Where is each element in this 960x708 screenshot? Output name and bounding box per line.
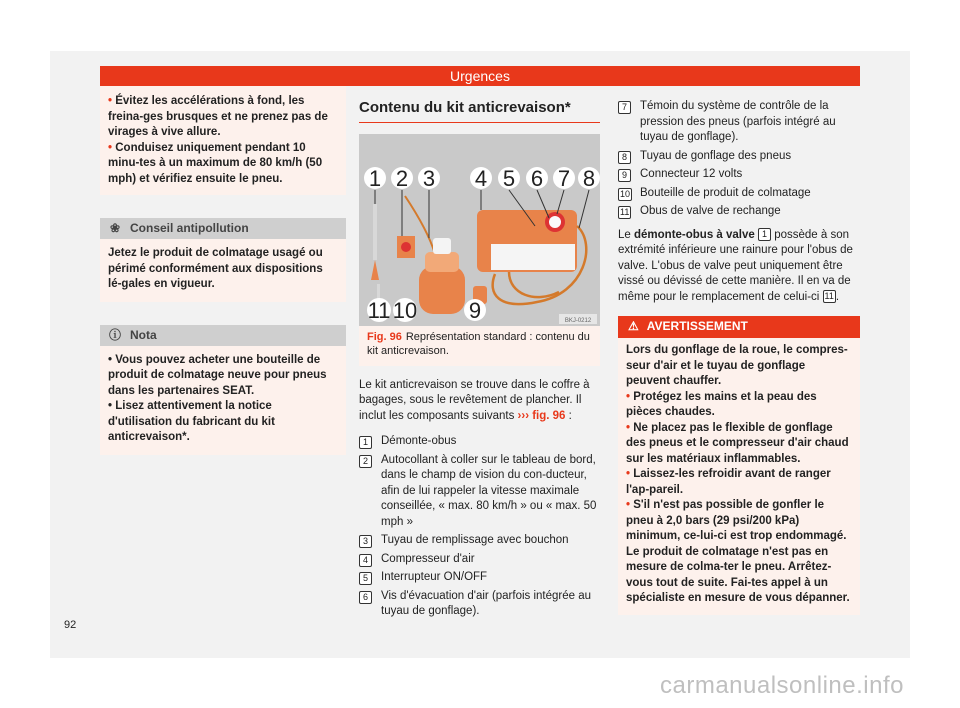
warning-body: Lors du gonflage de la roue, le compres-seur d'air et le tuyau de gonflage peuvent chauffer. • Protégez les mains et la peau des pièces chaudes. • Ne placez pas le flexible de gonflage des pneus et le compresseur d'air chaud sur les matériaux inflammables. • Laissez-les refroidir avant de ranger l'ap-pareil. • S'il n'est pas possible de gonfler le pneu à 2,0 bars (29 psi/200 kPa) minimum, ce-lui-ci est trop endommagé. Le produit de colmatage n'est pas en mesure de colma-ter le pneu. Arrêtez-vous tout de suite. Fai-tes appel à un spécialiste en mesure de vous dépanner. (618, 338, 860, 615)
figure-caption: Fig. 96 Représentation standard : contenu du kit anticrevaison. (367, 330, 590, 357)
bullet-item: • Évitez les accélérations à fond, les freina-ges brusques et ne prenez pas de virages à vive allure. (108, 95, 328, 138)
figure-box (359, 134, 600, 366)
list-item: 10 Bouteille de produit de colmatage (620, 186, 811, 199)
bullet-item: • Ne placez pas le flexible de gonflage des pneus et le compresseur d'air chaud sur les matériaux inflammables. (626, 421, 849, 465)
label-4: 4 (474, 165, 488, 191)
section-title: Contenu du kit anticrevaison* (359, 86, 600, 123)
list-item: 8 Tuyau de gonflage des pneus (618, 149, 860, 165)
label-3: 3 (422, 165, 436, 191)
warning-header: ⚠ AVERTISSEMENT (618, 316, 860, 338)
intro-paragraph: Le kit anticrevaison se trouve dans le coffre à bagages, sous le revêtement de plancher. Il inclut les composants suivants ››› fig. 96 : (359, 378, 590, 422)
label-6: 6 (530, 165, 544, 191)
list-item: 3 Tuyau de remplissage avec bouchon (359, 533, 600, 549)
bullet-box (100, 86, 346, 195)
label-2: 2 (395, 165, 409, 191)
left-column (100, 86, 346, 455)
info-icon: ⓘ (108, 327, 121, 342)
list-item: 5 Interrupteur ON/OFF (359, 570, 600, 586)
component-list-continued (618, 99, 860, 220)
bullet-item: • Vous pouvez acheter une bouteille de produit de colmatage neuve pour pneus dans les partenaires SEAT. (108, 353, 327, 397)
list-item: 4 Compresseur d'air (359, 552, 600, 568)
figure-code: BKJ-0212 (564, 317, 592, 324)
label-8: 8 (582, 165, 596, 191)
section-header: Urgences (100, 66, 860, 86)
label-10: 10 (392, 297, 418, 323)
label-7: 7 (557, 165, 571, 191)
nota-box (100, 325, 346, 455)
middle-column (359, 86, 600, 623)
figure-reference-link[interactable]: ››› fig. 96 (517, 409, 566, 422)
leaf-icon: ❀ (109, 221, 121, 235)
page-number: 92 (64, 619, 77, 631)
valve-tool-paragraph: Le démonte-obus à valve 1 possède à son extrémité inférieure une rainure pour l'obus de valve. L'obus de valve peut uniquement être vissé ou dévissé de cette manière. Il en va de même pour le remplacement de celui-ci 11 . (618, 228, 853, 303)
eco-tip-box (100, 218, 346, 302)
warning-triangle-icon: ⚠ (628, 319, 639, 333)
warning-box (618, 316, 860, 615)
bullet-item: • Lisez attentivement la notice d'utilisation du fabricant du kit anticrevaison*. (108, 400, 275, 443)
list-item: 9 Connecteur 12 volts (618, 167, 860, 183)
bullet-item: • S'il n'est pas possible de gonfler le pneu à 2,0 bars (29 psi/200 kPa) minimum, ce-lui-ci est trop endommagé. Le produit de colmatage n'est pas en mesure de colma-ter le pneu. Arrêtez-vous tout de suite. Fai-tes appel à un spécialiste en mesure de vous dépanner. (626, 499, 850, 604)
eco-tip-header: ❀ Conseil antipollution (100, 218, 346, 239)
nota-header: ⓘ Nota (100, 325, 346, 346)
list-item: 11 Obus de valve de rechange (620, 205, 781, 217)
nota-body (100, 346, 346, 455)
label-1: 1 (368, 165, 382, 191)
right-column (618, 86, 860, 615)
bullet-item: • Protégez les mains et la peau des pièces chaudes. (626, 390, 817, 418)
label-5: 5 (502, 165, 516, 191)
kit-illustration (359, 134, 600, 326)
component-list (359, 434, 600, 620)
list-item: 1 Démonte-obus (359, 434, 600, 450)
watermark: carmanualsonline.info (660, 672, 904, 699)
eco-tip-text: Jetez le produit de colmatage usagé ou périmé conformément aux dispositions lé-gales en vigueur. (108, 247, 323, 290)
bullet-item: • Conduisez uniquement pendant 10 minu-tes à un maximum de 80 km/h (50 mph) et vérifiez ensuite le pneu. (108, 141, 323, 185)
list-item: 7 Témoin du système de contrôle de la pression des pneus (parfois intégré au tuyau de gonflage). (618, 99, 860, 146)
list-item: 2 Autocollant à coller sur le tableau de bord, dans le champ de vision du con-ducteur, afin de lui rappeler la vitesse maximale conseillée, « max. 80 km/h » ou « max. 50 mph » (359, 453, 600, 531)
bullet-item: • Laissez-les refroidir avant de ranger l'ap-pareil. (626, 468, 831, 496)
list-item: 6 Vis d'évacuation d'air (parfois intégrée au tuyau de gonflage). (359, 589, 600, 620)
label-11: 11 (367, 297, 391, 323)
label-9: 9 (468, 297, 482, 323)
